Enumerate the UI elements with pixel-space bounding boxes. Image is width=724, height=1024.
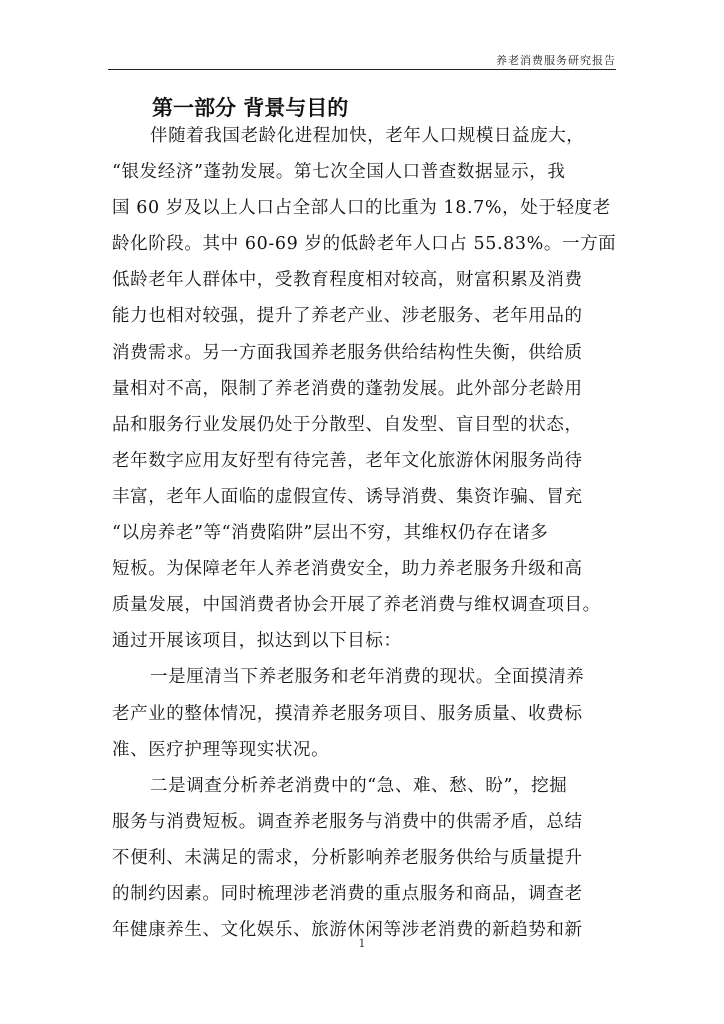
paragraph-line: 质量发展，中国消费者协会开展了养老消费与维权调查项目。: [112, 595, 601, 616]
paragraph-line: 不便利、未满足的需求，分析影响养老服务供给与质量提升: [112, 847, 583, 868]
paragraph-line: 通过开展该项目，拟达到以下目标：: [112, 631, 402, 652]
paragraph-line: 老产业的整体情况，摸清养老服务项目、服务质量、收费标: [112, 703, 583, 724]
body-text: [112, 118, 632, 948]
section-title: 第一部分 背景与目的: [152, 96, 349, 120]
paragraph-line: 能力也相对较强，提升了养老产业、涉老服务、老年用品的: [112, 306, 583, 327]
paragraph-line: 年健康养生、文化娱乐、旅游休闲等涉老消费的新趋势和新: [112, 920, 583, 941]
paragraph-line: 伴随着我国老龄化进程加快，老年人口规模日益庞大，: [150, 126, 585, 146]
paragraph-line: “银发经济”蓬勃发展。第七次全国人口普查数据显示，我: [112, 162, 566, 183]
paragraph-line: 老年数字应用友好型有待完善，老年文化旅游休闲服务尚待: [112, 450, 583, 471]
running-header: 养老消费服务研究报告: [496, 54, 616, 67]
paragraph-line: 品和服务行业发展仍处于分散型、自发型、盲目型的状态，: [112, 414, 583, 435]
paragraph-line: 一是厘清当下养老服务和老年消费的现状。全面摸清养: [150, 667, 585, 688]
paragraph-line: 准、医疗护理等现实状况。: [112, 739, 330, 760]
paragraph-line: “以房养老”等“消费陷阱”层出不穷，其维权仍存在诸多: [112, 523, 549, 544]
page-number: 1: [358, 937, 366, 950]
header-rule: [108, 69, 616, 70]
paragraph-line: 丰富，老年人面临的虚假宣传、诱导消费、集资诈骗、冒充: [112, 486, 583, 507]
paragraph-line: 二是调查分析养老消费中的“急、难、愁、盼”，挖掘: [150, 775, 568, 796]
paragraph-line: 国 60 岁及以上人口占全部人口的比重为 18.7%，处于轻度老: [112, 198, 611, 219]
paragraph-line: 的制约因素。同时梳理涉老消费的重点服务和商品，调查老: [112, 883, 583, 904]
paragraph-line: 低龄老年人群体中，受教育程度相对较高，财富积累及消费: [112, 270, 583, 291]
paragraph-line: 服务与消费短板。调查养老服务与消费中的供需矛盾，总结: [112, 811, 583, 832]
paragraph-line: 龄化阶段。其中 60-69 岁的低龄老年人口占 55.83%。一方面: [112, 234, 617, 255]
paragraph-line: 消费需求。另一方面我国养老服务供给结构性失衡，供给质: [112, 342, 583, 363]
paragraph-line: 短板。为保障老年人养老消费安全，助力养老服务升级和高: [112, 559, 583, 580]
paragraph-line: 量相对不高，限制了养老消费的蓬勃发展。此外部分老龄用: [112, 378, 583, 399]
